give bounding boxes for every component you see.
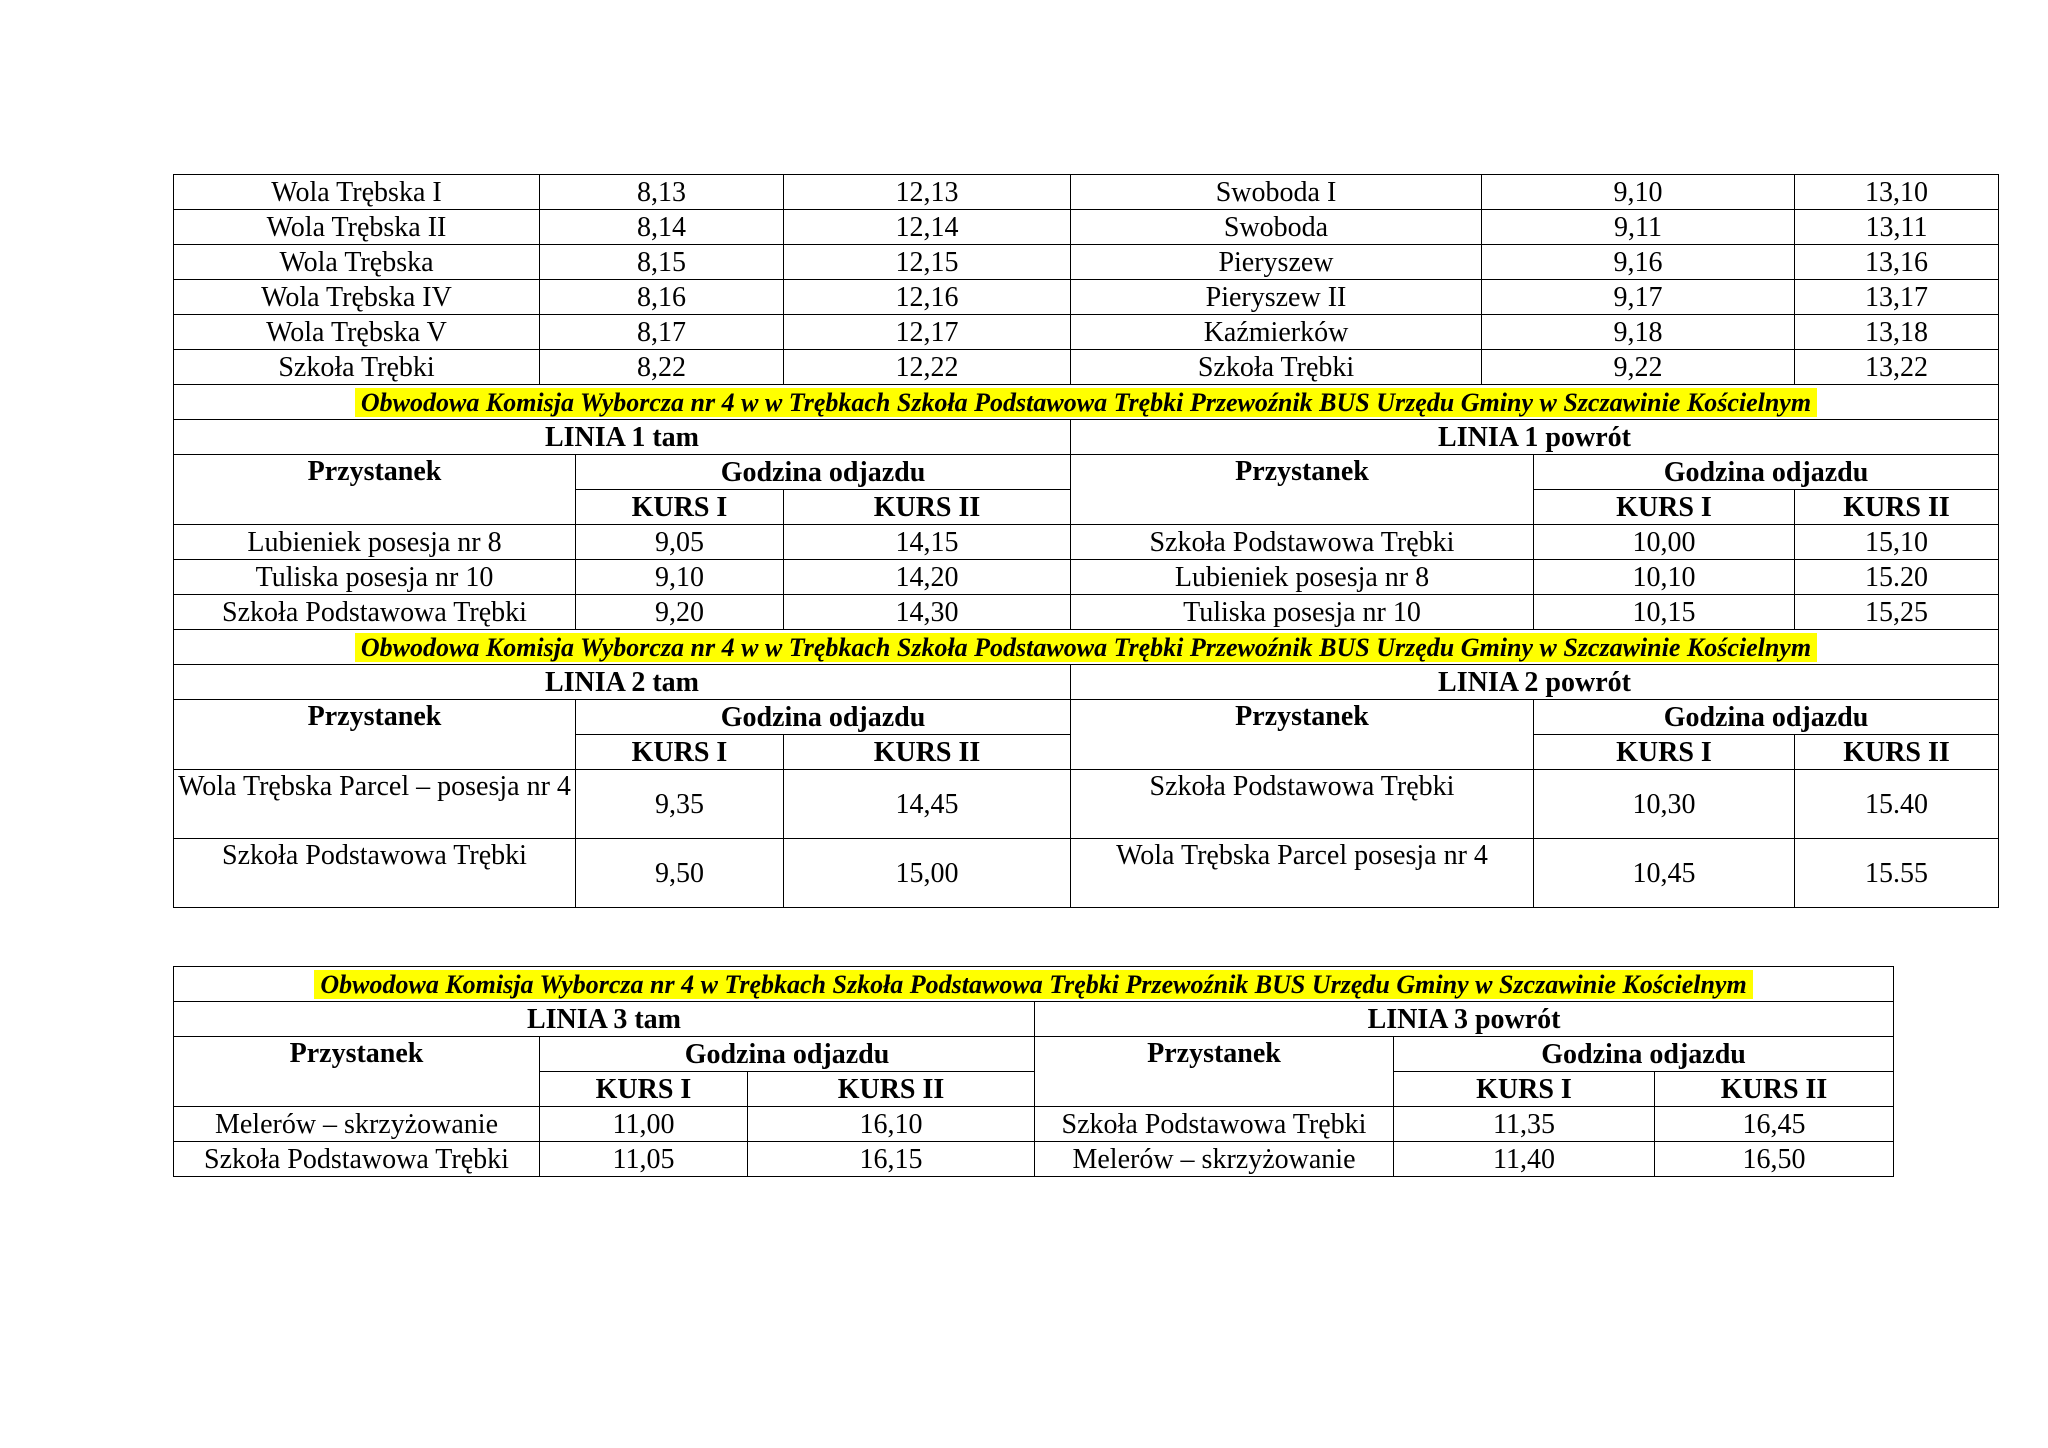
commission-banner (174, 967, 1894, 1002)
line-2-there-title: LINIA 2 tam (174, 665, 1071, 700)
time-kurs-2: 12,14 (784, 210, 1071, 245)
header-row (174, 455, 1999, 490)
time-kurs-1: 9,10 (1482, 175, 1795, 210)
stop-name: Szkoła Podstawowa Trębki (174, 1142, 540, 1177)
line-title-row (174, 665, 1999, 700)
line-3-there-title: LINIA 3 tam (174, 1002, 1035, 1037)
header-stop: Przystanek (1071, 455, 1534, 525)
time-kurs-2: 16,15 (748, 1142, 1035, 1177)
stop-name: Lubieniek posesja nr 8 (1071, 560, 1534, 595)
stop-name: Szkoła Podstawowa Trębki (174, 595, 576, 630)
header-kurs-2: KURS II (784, 490, 1071, 525)
header-stop: Przystanek (174, 700, 576, 770)
time-kurs-1: 9,17 (1482, 280, 1795, 315)
time-kurs-1: 11,35 (1394, 1107, 1655, 1142)
table-row (174, 1142, 1894, 1177)
table-row (174, 175, 1999, 210)
time-kurs-1: 10,45 (1534, 839, 1795, 908)
banner-row (174, 385, 1999, 420)
stop-name: Lubieniek posesja nr 8 (174, 525, 576, 560)
header-kurs-2: KURS II (748, 1072, 1035, 1107)
time-kurs-2: 14,45 (784, 770, 1071, 839)
stop-name: Wola Trębska V (174, 315, 540, 350)
stop-name: Szkoła Trębki (1071, 350, 1482, 385)
header-kurs-1: KURS I (1394, 1072, 1655, 1107)
table-row (174, 245, 1999, 280)
time-kurs-2: 13,18 (1795, 315, 1999, 350)
header-stop: Przystanek (1035, 1037, 1394, 1107)
stop-name: Wola Trębska IV (174, 280, 540, 315)
time-kurs-2: 14,20 (784, 560, 1071, 595)
time-kurs-1: 10,30 (1534, 770, 1795, 839)
stop-name: Szkoła Trębki (174, 350, 540, 385)
time-kurs-1: 9,11 (1482, 210, 1795, 245)
header-kurs-1: KURS I (1534, 735, 1795, 770)
time-kurs-2: 15.20 (1795, 560, 1999, 595)
stop-name: Swoboda I (1071, 175, 1482, 210)
stop-name: Szkoła Podstawowa Trębki (1071, 770, 1534, 839)
timetable-main (173, 174, 1999, 908)
time-kurs-1: 9,10 (576, 560, 784, 595)
time-kurs-1: 8,16 (540, 280, 784, 315)
stop-name: Szkoła Podstawowa Trębki (1071, 525, 1534, 560)
stop-name: Melerów – skrzyżowanie (1035, 1142, 1394, 1177)
time-kurs-2: 12,17 (784, 315, 1071, 350)
time-kurs-1: 10,00 (1534, 525, 1795, 560)
time-kurs-2: 14,15 (784, 525, 1071, 560)
header-stop: Przystanek (174, 1037, 540, 1107)
time-kurs-1: 8,15 (540, 245, 784, 280)
table-row (174, 560, 1999, 595)
banner-row (174, 967, 1894, 1002)
banner-row (174, 630, 1999, 665)
time-kurs-2: 16,10 (748, 1107, 1035, 1142)
line-2-back-title: LINIA 2 powrót (1071, 665, 1999, 700)
stop-name: Wola Trębska Parcel – posesja nr 4 (174, 770, 576, 839)
time-kurs-2: 12,22 (784, 350, 1071, 385)
time-kurs-1: 11,05 (540, 1142, 748, 1177)
time-kurs-2: 15.40 (1795, 770, 1999, 839)
time-kurs-1: 9,35 (576, 770, 784, 839)
commission-banner (174, 630, 1999, 665)
time-kurs-1: 9,05 (576, 525, 784, 560)
stop-name: Szkoła Podstawowa Trębki (174, 839, 576, 908)
time-kurs-2: 13,22 (1795, 350, 1999, 385)
stop-name: Pieryszew II (1071, 280, 1482, 315)
time-kurs-1: 8,13 (540, 175, 784, 210)
table-row (174, 350, 1999, 385)
time-kurs-1: 9,16 (1482, 245, 1795, 280)
time-kurs-2: 12,15 (784, 245, 1071, 280)
time-kurs-1: 8,14 (540, 210, 784, 245)
header-kurs-1: KURS I (576, 490, 784, 525)
table-row (174, 595, 1999, 630)
banner-text: Obwodowa Komisja Wyborcza nr 4 w w Trębkach Szkoła Podstawowa Trębki Przewoźnik BUS Urzędu Gminy w Szczawinie Kościelnym (355, 388, 1817, 417)
time-kurs-2: 15,10 (1795, 525, 1999, 560)
time-kurs-1: 9,22 (1482, 350, 1795, 385)
line-1-there-title: LINIA 1 tam (174, 420, 1071, 455)
header-stop: Przystanek (174, 455, 576, 525)
stop-name: Kaźmierków (1071, 315, 1482, 350)
time-kurs-1: 11,40 (1394, 1142, 1655, 1177)
time-kurs-2: 15,00 (784, 839, 1071, 908)
header-departure: Godzina odjazdu (540, 1037, 1035, 1072)
time-kurs-1: 10,10 (1534, 560, 1795, 595)
line-1-back-title: LINIA 1 powrót (1071, 420, 1999, 455)
header-departure: Godzina odjazdu (576, 700, 1071, 735)
time-kurs-2: 16,45 (1655, 1107, 1894, 1142)
header-departure: Godzina odjazdu (1534, 700, 1999, 735)
time-kurs-1: 8,22 (540, 350, 784, 385)
stop-name: Szkoła Podstawowa Trębki (1035, 1107, 1394, 1142)
time-kurs-1: 9,18 (1482, 315, 1795, 350)
time-kurs-1: 11,00 (540, 1107, 748, 1142)
time-kurs-2: 13,17 (1795, 280, 1999, 315)
stop-name: Wola Trębska (174, 245, 540, 280)
header-kurs-1: KURS I (1534, 490, 1795, 525)
time-kurs-1: 10,15 (1534, 595, 1795, 630)
header-kurs-2: KURS II (784, 735, 1071, 770)
stop-name: Wola Trębska II (174, 210, 540, 245)
table-row (174, 210, 1999, 245)
time-kurs-2: 15,25 (1795, 595, 1999, 630)
time-kurs-2: 12,13 (784, 175, 1071, 210)
stop-name: Pieryszew (1071, 245, 1482, 280)
time-kurs-2: 13,10 (1795, 175, 1999, 210)
table-row (174, 839, 1999, 908)
table-row (174, 315, 1999, 350)
header-row (174, 1037, 1894, 1072)
time-kurs-1: 8,17 (540, 315, 784, 350)
header-stop: Przystanek (1071, 700, 1534, 770)
line-title-row (174, 420, 1999, 455)
stop-name: Melerów – skrzyżowanie (174, 1107, 540, 1142)
time-kurs-2: 15.55 (1795, 839, 1999, 908)
table-row (174, 280, 1999, 315)
time-kurs-2: 13,16 (1795, 245, 1999, 280)
header-departure: Godzina odjazdu (1534, 455, 1999, 490)
header-departure: Godzina odjazdu (576, 455, 1071, 490)
line-title-row (174, 1002, 1894, 1037)
time-kurs-2: 14,30 (784, 595, 1071, 630)
table-row (174, 1107, 1894, 1142)
commission-banner (174, 385, 1999, 420)
header-kurs-2: KURS II (1795, 735, 1999, 770)
banner-text: Obwodowa Komisja Wyborcza nr 4 w Trębkach Szkoła Podstawowa Trębki Przewoźnik BUS Urzędu Gminy w Szczawinie Kościelnym (314, 970, 1752, 999)
stop-name: Tuliska posesja nr 10 (1071, 595, 1534, 630)
table-row (174, 525, 1999, 560)
header-kurs-1: KURS I (540, 1072, 748, 1107)
header-departure: Godzina odjazdu (1394, 1037, 1894, 1072)
timetable-line-3 (173, 966, 1894, 1177)
header-kurs-2: KURS II (1655, 1072, 1894, 1107)
stop-name: Wola Trębska I (174, 175, 540, 210)
header-kurs-1: KURS I (576, 735, 784, 770)
stop-name: Tuliska posesja nr 10 (174, 560, 576, 595)
line-3-back-title: LINIA 3 powrót (1035, 1002, 1894, 1037)
time-kurs-2: 16,50 (1655, 1142, 1894, 1177)
time-kurs-2: 12,16 (784, 280, 1071, 315)
time-kurs-1: 9,50 (576, 839, 784, 908)
stop-name: Swoboda (1071, 210, 1482, 245)
header-kurs-2: KURS II (1795, 490, 1999, 525)
time-kurs-2: 13,11 (1795, 210, 1999, 245)
header-row (174, 700, 1999, 735)
stop-name: Wola Trębska Parcel posesja nr 4 (1071, 839, 1534, 908)
time-kurs-1: 9,20 (576, 595, 784, 630)
table-row (174, 770, 1999, 839)
banner-text: Obwodowa Komisja Wyborcza nr 4 w w Trębkach Szkoła Podstawowa Trębki Przewoźnik BUS Urzędu Gminy w Szczawinie Kościelnym (355, 633, 1817, 662)
